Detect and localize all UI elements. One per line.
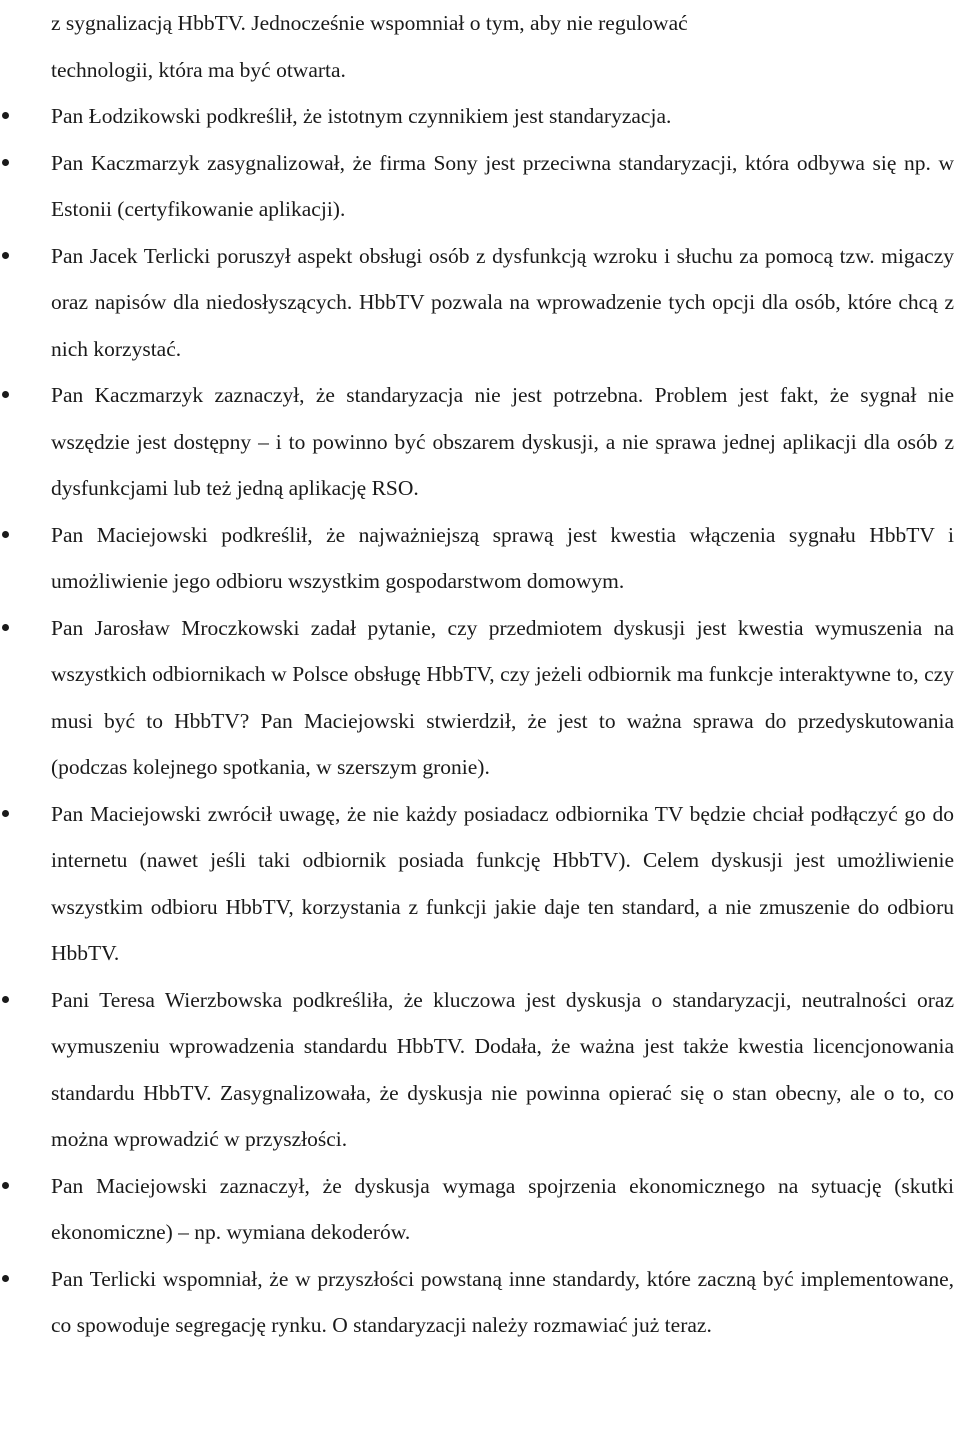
continued-paragraph [0, 0, 960, 93]
list-item [0, 1256, 960, 1349]
list-item [0, 1163, 960, 1256]
bullet-icon [2, 996, 9, 1003]
bullet-list [0, 93, 960, 1349]
list-item-text: Pan Łodzikowski podkreślił, że istotnym czynnikiem jest standaryzacja. [51, 104, 672, 128]
list-item [0, 372, 960, 512]
continued-line-2: technologii, która ma być otwarta. [51, 57, 346, 82]
bullet-icon [2, 391, 9, 398]
list-item [0, 977, 960, 1163]
list-item-text: Pan Maciejowski podkreślił, że najważniejszą sprawą jest kwestia włączenia sygnału HbbTV i umożliwienie jego odbioru wszystkim gospodarstwom domowym. [51, 522, 954, 593]
bullet-icon [2, 810, 9, 817]
list-item-text: Pan Kaczmarzyk zasygnalizował, że firma Sony jest przeciwna standaryzacji, która odbywa się np. w Estonii (certyfikowanie aplikacji). [51, 150, 954, 221]
bullet-icon [2, 112, 9, 119]
list-item-text: Pan Terlicki wspomniał, że w przyszłości powstaną inne standardy, które zaczną być implementowane, co spowoduje segregację rynku. O standaryzacji należy rozmawiać już teraz. [51, 1266, 954, 1337]
bullet-icon [2, 531, 9, 538]
list-item-text: Pani Teresa Wierzbowska podkreśliła, że kluczowa jest dyskusja o standaryzacji, neutralności oraz wymuszeniu wprowadzenia standardu HbbTV. Dodała, że ważna jest także kwestia licencjonowania standardu HbbTV. Zasygnalizowała, że dyskusja nie powinna opierać się o stan obecny, ale o to, co można wprowadzić w przyszłości. [51, 987, 954, 1151]
list-item-text: Pan Maciejowski zwrócił uwagę, że nie każdy posiadacz odbiornika TV będzie chciał podłączyć go do internetu (nawet jeśli taki odbiornik posiada funkcję HbbTV). Celem dyskusji jest umożliwienie wszystkim odbioru HbbTV, korzystania z funkcji jakie daje ten standard, a nie zmuszenie do odbioru HbbTV. [51, 801, 954, 965]
list-item [0, 791, 960, 977]
list-item [0, 233, 960, 373]
bullet-icon [2, 252, 9, 259]
bullet-icon [2, 1275, 9, 1282]
list-item [0, 93, 960, 140]
bullet-icon [2, 1182, 9, 1189]
list-item-text: Pan Jarosław Mroczkowski zadał pytanie, czy przedmiotem dyskusji jest kwestia wymuszenia na wszystkich odbiornikach w Polsce obsługę HbbTV, czy jeżeli odbiornik ma funkcje interaktywne to, czy musi być to HbbTV? Pan Maciejowski stwierdził, że jest to ważna sprawa do przedyskutowania (podczas kolejnego spotkania, w szerszym gronie). [51, 615, 954, 779]
list-item-text: Pan Kaczmarzyk zaznaczył, że standaryzacja nie jest potrzebna. Problem jest fakt, że sygnał nie wszędzie jest dostępny – i to powinno być obszarem dyskusji, a nie sprawa jednej aplikacji dla osób z dysfunkcjami lub też jedną aplikację RSO. [51, 383, 954, 500]
bullet-icon [2, 159, 9, 166]
list-item-text: Pan Maciejowski zaznaczył, że dyskusja wymaga spojrzenia ekonomicznego na sytuację (skutki ekonomiczne) – np. wymiana dekoderów. [51, 1173, 954, 1244]
list-item [0, 605, 960, 791]
list-item [0, 140, 960, 233]
continued-line-1: z sygnalizacją HbbTV. Jednocześnie wspomniał o tym, aby nie regulować [51, 11, 688, 35]
list-item [0, 512, 960, 605]
list-item-text: Pan Jacek Terlicki poruszył aspekt obsługi osób z dysfunkcją wzroku i słuchu za pomocą tzw. migaczy oraz napisów dla niedosłyszących. HbbTV pozwala na wprowadzenie tych opcji dla osób, które chcą z nich korzystać. [51, 243, 954, 361]
bullet-icon [2, 624, 9, 631]
